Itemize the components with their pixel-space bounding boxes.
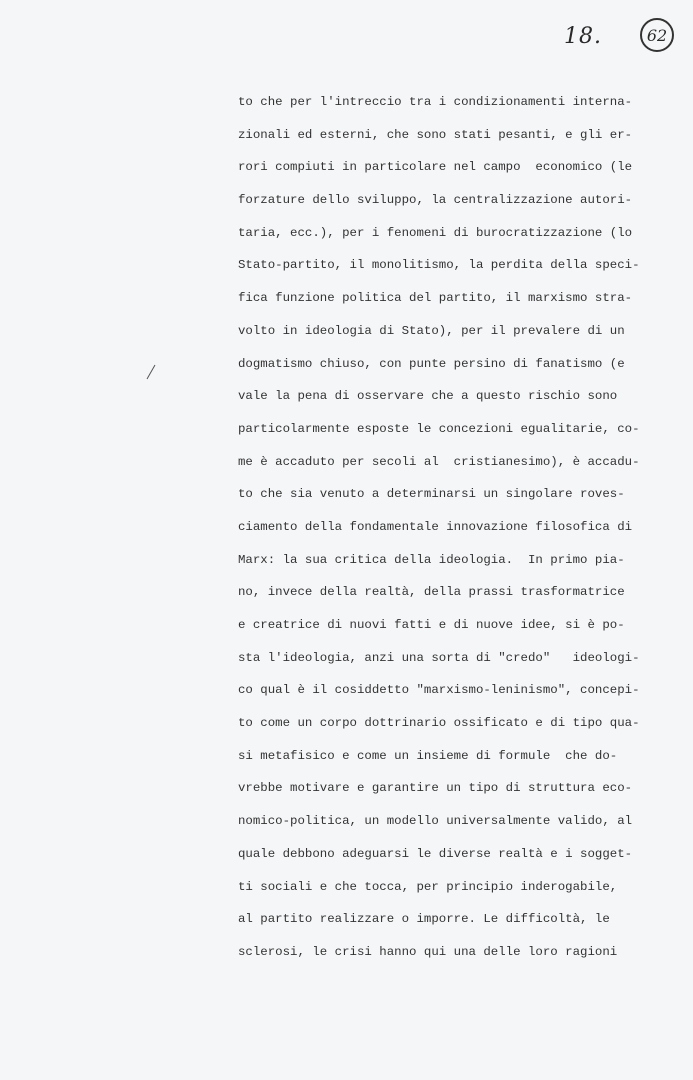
text-line: dogmatismo chiuso, con punte persino di fanatismo (e xyxy=(238,356,625,371)
text-line: fica funzione politica del partito, il marxismo stra- xyxy=(238,291,633,306)
text-line: to come un corpo dottrinario ossificato e di tipo qua- xyxy=(238,716,640,731)
text-line: vrebbe motivare e garantire un tipo di struttura eco- xyxy=(238,781,633,796)
text-line: no, invece della realtà, della prassi trasformatrice xyxy=(238,585,625,600)
text-line: forzature dello sviluppo, la centralizzazione autori- xyxy=(238,193,633,208)
archive-stamp: 62 xyxy=(640,18,674,52)
text-line: particolarmente esposte le concezioni egualitarie, co- xyxy=(238,421,640,436)
text-line: vale la pena di osservare che a questo rischio sono xyxy=(238,389,618,404)
text-line: sclerosi, le crisi hanno qui una delle loro ragioni xyxy=(238,944,618,959)
text-line: nomico-politica, un modello universalmente valido, al xyxy=(238,814,633,829)
text-line: ti sociali e che tocca, per principio inderogabile, xyxy=(238,879,618,894)
text-line: e creatrice di nuovi fatti e di nuove idee, si è po- xyxy=(238,618,625,632)
margin-slash-mark xyxy=(146,364,156,380)
text-line: Marx: la sua critica della ideologia. In primo pia- xyxy=(238,552,625,567)
text-line: me è accaduto per secoli al cristianesimo), è accadu- xyxy=(238,454,640,469)
body-text xyxy=(238,92,638,975)
text-line: si metafisico e come un insieme di formule che do- xyxy=(238,748,618,763)
text-line: co qual è il cosiddetto "marxismo-leninismo", concepi- xyxy=(238,683,640,698)
text-line: sta l'ideologia, anzi una sorta di "credo" ideologi- xyxy=(238,650,640,665)
text-line: to che sia venuto a determinarsi un singolare roves- xyxy=(238,487,625,502)
text-line: quale debbono adeguarsi le diverse realtà e i sogget- xyxy=(238,846,633,861)
text-line: volto in ideologia di Stato), per il prevalere di un xyxy=(238,323,625,338)
text-line: rori compiuti in particolare nel campo economico (le xyxy=(238,160,633,175)
text-line: taria, ecc.), per i fenomeni di burocratizzazione (lo xyxy=(238,225,633,240)
text-line: zionali ed esterni, che sono stati pesanti, e gli er- xyxy=(238,127,633,142)
page-number: 18. xyxy=(564,24,602,49)
text-line: ciamento della fondamentale innovazione filosofica di xyxy=(238,519,633,534)
text-line: al partito realizzare o imporre. Le difficoltà, le xyxy=(238,912,610,927)
text-line: to che per l'intreccio tra i condizionamenti interna- xyxy=(238,95,633,109)
text-line: Stato-partito, il monolitismo, la perdita della speci- xyxy=(238,258,640,273)
